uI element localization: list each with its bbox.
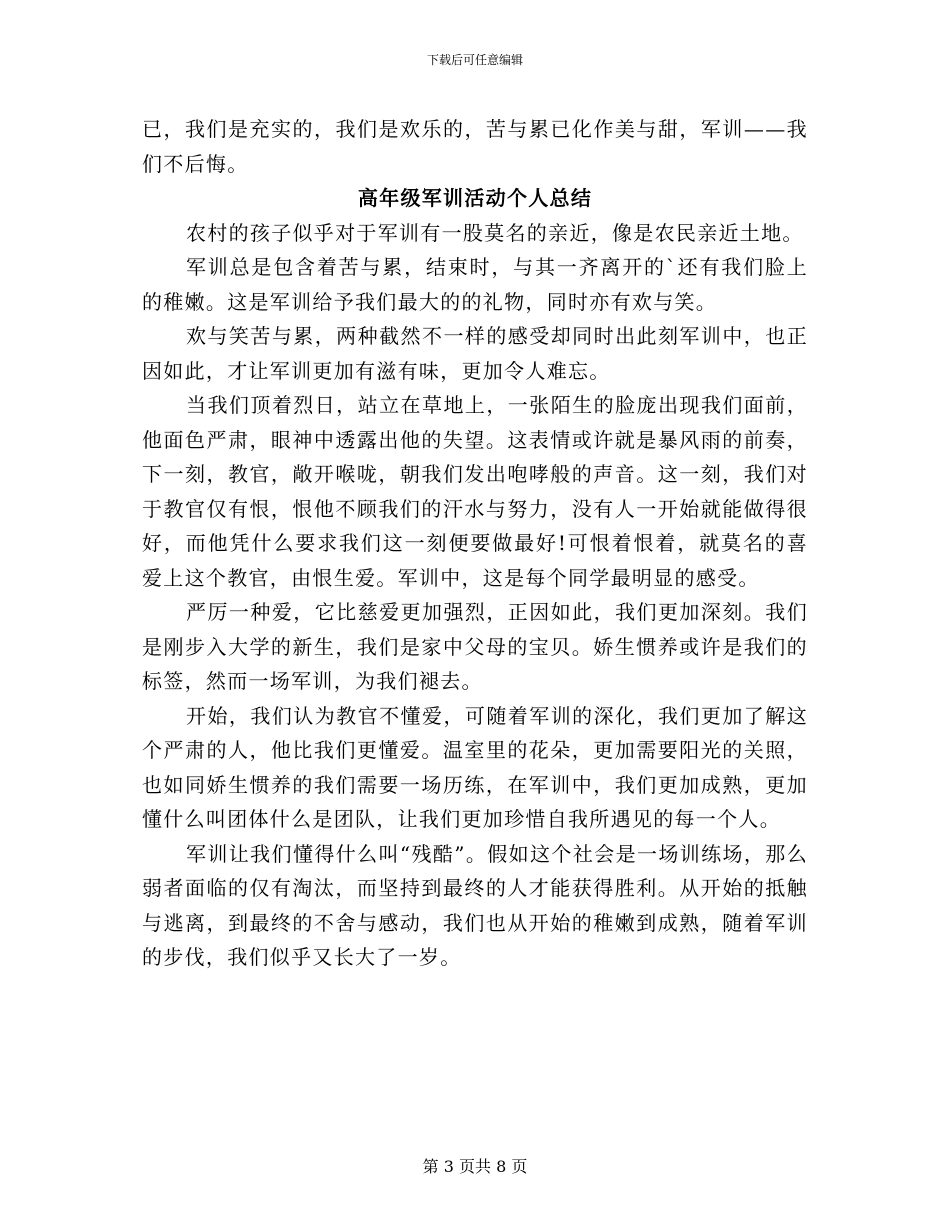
body-paragraph-5: 严厉一种爱，它比慈爱更加强烈，正因如此，我们更加深刻。我们是刚步入大学的新生，我们是家中父母的宝贝。娇生惯养或许是我们的标签，然而一场军训，为我们褪去。: [142, 600, 808, 693]
body-paragraph-3: 欢与笑苦与累，两种截然不一样的感受却同时出此刻军训中，也正因如此，才让军训更加有滋有味，更加令人难忘。: [142, 324, 808, 383]
carryover-paragraph: 已，我们是充实的，我们是欢乐的，苦与累已化作美与甜，军训——我们不后悔。: [142, 117, 808, 176]
body-paragraph-1: 农村的孩子似乎对于军训有一股莫名的亲近，像是农民亲近土地。: [186, 220, 804, 245]
body-paragraph-4: 当我们顶着烈日，站立在草地上，一张陌生的脸庞出现我们面前，他面色严肃，眼神中透露出他的失望。这表情或许就是暴风雨的前奏，下一刻，教官，敞开喉咙，朝我们发出咆哮般的声音。这一刻，我们对于教官仅有恨，恨他不顾我们的汗水与努力，没有人一开始就能做得很好，而他凭什么要求我们这一刻便要做最好!可恨着恨着，就莫名的喜爱上这个教官，由恨生爱。军训中，这是每个同学最明显的感受。: [142, 393, 808, 590]
page-header-note: 下载后可任意编辑: [426, 53, 523, 67]
body-paragraph-6: 开始，我们认为教官不懂爱，可随着军训的深化，我们更加了解这个严肃的人，他比我们更懂爱。温室里的花朵，更加需要阳光的关照，也如同娇生惯养的我们需要一场历练，在军训中，我们更加成熟，更加懂什么叫团体什么是团队，让我们更加珍惜自我所遇见的每一个人。: [142, 703, 808, 831]
page-number: 第 3 页共 8 页: [422, 1157, 528, 1176]
body-paragraph-7: 军训让我们懂得什么叫“残酷”。假如这个社会是一场训练场，那么弱者面临的仅有淘汰，而坚持到最终的人才能获得胜利。从开始的抵触与逃离，到最终的不舍与感动，我们也从开始的稚嫩到成熟，随着军训的步伐，我们似乎又长大了一岁。: [142, 841, 808, 969]
document-body: [142, 112, 808, 975]
section-title: 高年级军训活动个人总结: [357, 186, 593, 210]
body-paragraph-2: 军训总是包含着苦与累，结束时，与其一齐离开的`还有我们脸上的稚嫩。这是军训给予我们最大的的礼物，同时亦有欢与笑。: [142, 255, 808, 314]
